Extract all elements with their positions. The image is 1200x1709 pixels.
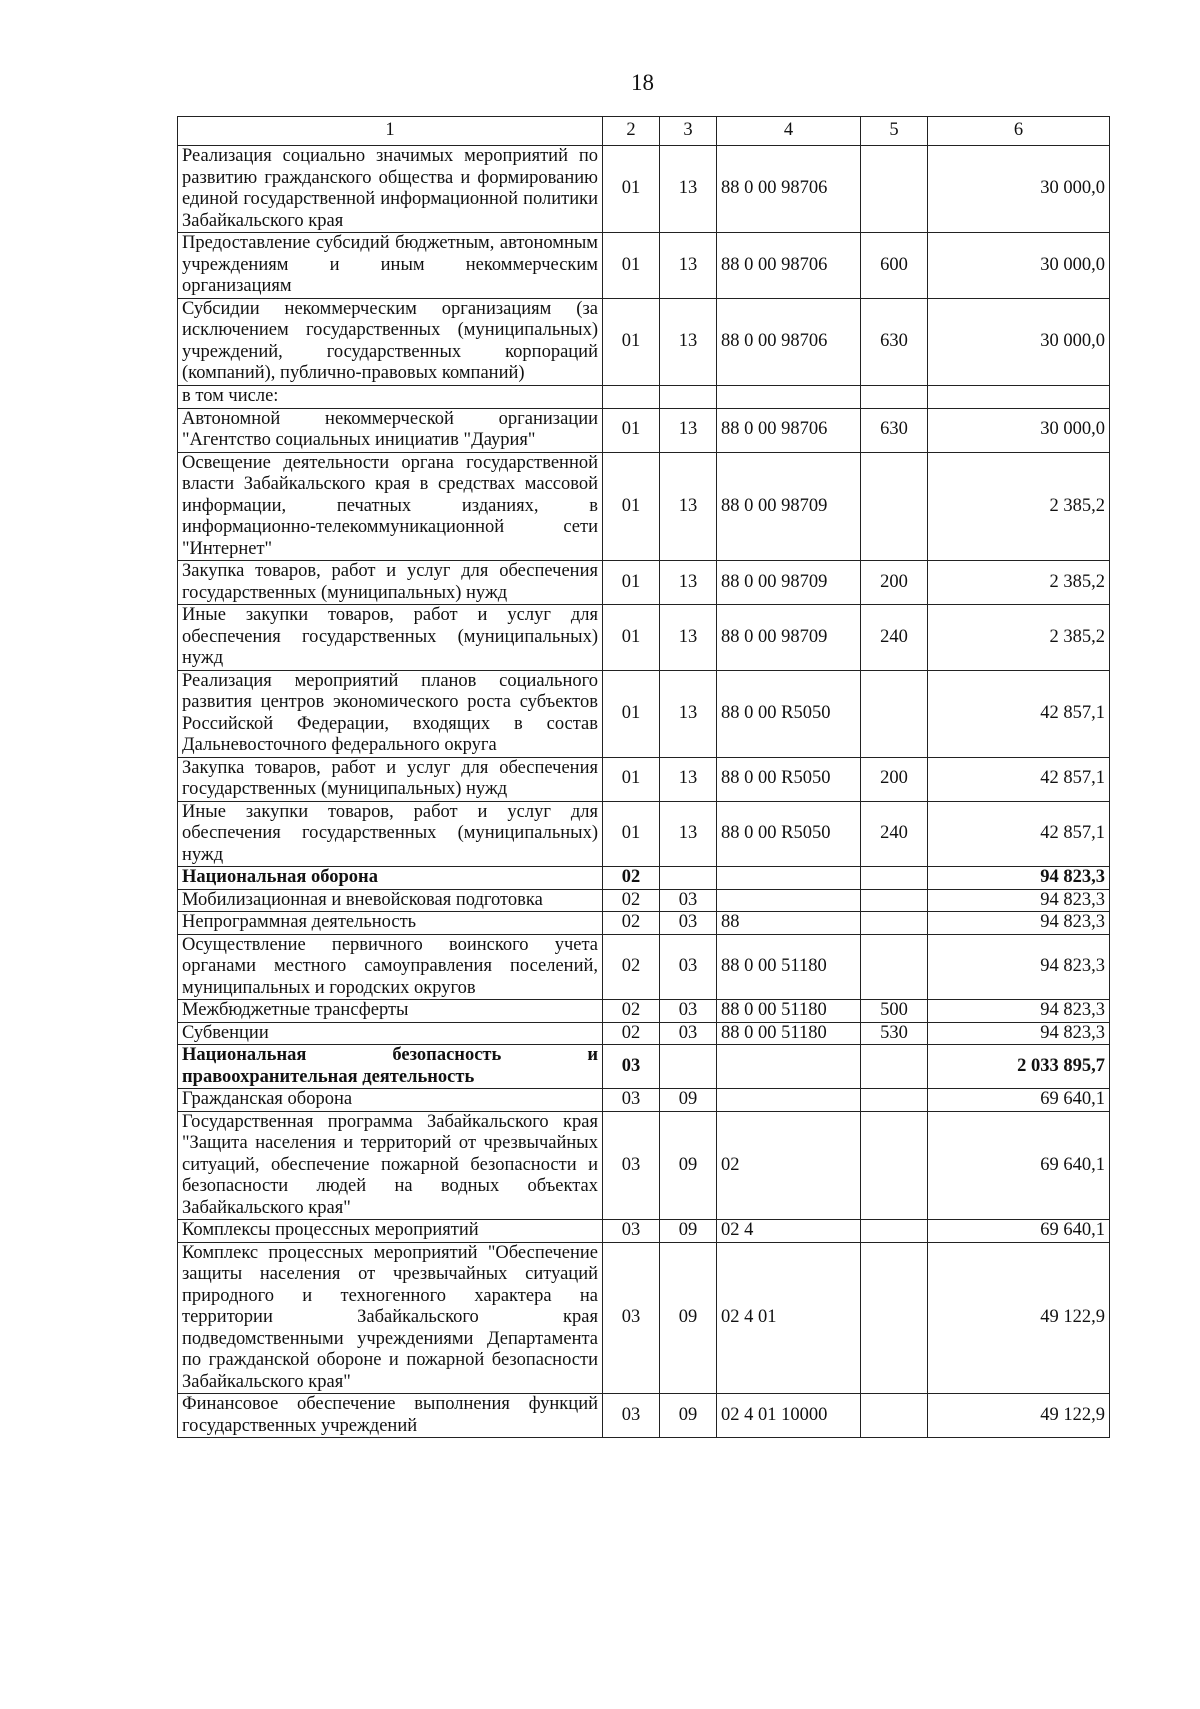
row-name-cell: Гражданская оборона [178, 1089, 603, 1112]
table-row [178, 1000, 1110, 1023]
row-target-article-cell: 88 0 00 51180 [717, 1000, 861, 1023]
row-target-article-cell: 02 4 01 10000 [717, 1394, 861, 1438]
row-target-article-cell: 88 0 00 51180 [717, 934, 861, 1000]
table-row [178, 1242, 1110, 1394]
row-expense-type-cell [861, 1220, 928, 1243]
column-header: 3 [660, 117, 717, 146]
row-name-cell: Национальная безопасность и правоохранительная деятельность [178, 1045, 603, 1089]
row-expense-type-cell [861, 1242, 928, 1394]
row-amount-cell: 30 000,0 [928, 298, 1110, 385]
row-target-article-cell: 02 4 01 [717, 1242, 861, 1394]
row-subsection-cell [660, 1045, 717, 1089]
row-expense-type-cell [861, 889, 928, 912]
row-target-article-cell: 88 0 00 51180 [717, 1022, 861, 1045]
table-row [178, 605, 1110, 671]
row-amount-cell [928, 385, 1110, 408]
row-amount-cell: 49 122,9 [928, 1394, 1110, 1438]
row-name-cell: Закупка товаров, работ и услуг для обеспечения государственных (муниципальных) нужд [178, 757, 603, 801]
row-amount-cell: 42 857,1 [928, 757, 1110, 801]
row-section-cell: 01 [603, 670, 660, 757]
row-amount-cell: 94 823,3 [928, 867, 1110, 890]
row-name-cell: Государственная программа Забайкальского края "Защита населения и территорий от чрезвычайных ситуаций, обеспечение пожарной безопасности и безопасности людей на водных объектах Забайкальского края" [178, 1111, 603, 1220]
row-name-cell: Комплексы процессных мероприятий [178, 1220, 603, 1243]
column-header: 4 [717, 117, 861, 146]
column-header: 2 [603, 117, 660, 146]
row-expense-type-cell [861, 1394, 928, 1438]
row-target-article-cell: 88 0 00 R5050 [717, 757, 861, 801]
row-section-cell: 03 [603, 1242, 660, 1394]
row-expense-type-cell: 530 [861, 1022, 928, 1045]
row-section-cell: 01 [603, 605, 660, 671]
row-subsection-cell: 13 [660, 757, 717, 801]
row-amount-cell: 94 823,3 [928, 1000, 1110, 1023]
table-row [178, 1111, 1110, 1220]
table-row [178, 1045, 1110, 1089]
row-amount-cell: 69 640,1 [928, 1111, 1110, 1220]
row-amount-cell: 49 122,9 [928, 1242, 1110, 1394]
row-name-cell: Иные закупки товаров, работ и услуг для обеспечения государственных (муниципальных) нужд [178, 801, 603, 867]
row-section-cell: 02 [603, 1022, 660, 1045]
budget-table [177, 116, 1110, 1438]
row-amount-cell: 69 640,1 [928, 1220, 1110, 1243]
row-section-cell [603, 385, 660, 408]
row-amount-cell: 94 823,3 [928, 1022, 1110, 1045]
row-amount-cell: 30 000,0 [928, 408, 1110, 452]
row-subsection-cell: 13 [660, 670, 717, 757]
table-row [178, 146, 1110, 233]
table-row [178, 1089, 1110, 1112]
row-subsection-cell: 03 [660, 912, 717, 935]
row-target-article-cell: 88 0 00 98706 [717, 298, 861, 385]
row-name-cell: Мобилизационная и вневойсковая подготовка [178, 889, 603, 912]
row-amount-cell: 30 000,0 [928, 233, 1110, 299]
row-section-cell: 03 [603, 1089, 660, 1112]
row-subsection-cell: 13 [660, 561, 717, 605]
row-expense-type-cell [861, 912, 928, 935]
row-name-cell: Непрограммная деятельность [178, 912, 603, 935]
row-amount-cell: 30 000,0 [928, 146, 1110, 233]
table-row [178, 670, 1110, 757]
row-expense-type-cell: 240 [861, 801, 928, 867]
row-subsection-cell: 13 [660, 408, 717, 452]
row-subsection-cell: 13 [660, 146, 717, 233]
row-amount-cell: 2 385,2 [928, 605, 1110, 671]
row-subsection-cell: 13 [660, 298, 717, 385]
row-target-article-cell: 88 0 00 98706 [717, 146, 861, 233]
row-subsection-cell: 13 [660, 605, 717, 671]
row-expense-type-cell [861, 1111, 928, 1220]
row-name-cell: Предоставление субсидий бюджетным, автономным учреждениям и иным некоммерческим организациям [178, 233, 603, 299]
column-header: 5 [861, 117, 928, 146]
row-target-article-cell [717, 385, 861, 408]
table-row [178, 912, 1110, 935]
row-section-cell: 01 [603, 452, 660, 561]
row-expense-type-cell [861, 452, 928, 561]
row-section-cell: 01 [603, 298, 660, 385]
row-name-cell: Автономной некоммерческой организации "Агентство социальных инициатив "Даурия" [178, 408, 603, 452]
row-section-cell: 03 [603, 1111, 660, 1220]
row-expense-type-cell [861, 934, 928, 1000]
row-target-article-cell: 88 0 00 98706 [717, 233, 861, 299]
row-target-article-cell [717, 1045, 861, 1089]
table-row [178, 889, 1110, 912]
row-expense-type-cell [861, 670, 928, 757]
table-row [178, 1022, 1110, 1045]
row-section-cell: 01 [603, 561, 660, 605]
table-header-row [178, 117, 1110, 146]
row-target-article-cell: 88 0 00 98706 [717, 408, 861, 452]
row-target-article-cell: 02 [717, 1111, 861, 1220]
row-section-cell: 02 [603, 1000, 660, 1023]
row-expense-type-cell [861, 146, 928, 233]
row-section-cell: 02 [603, 934, 660, 1000]
row-target-article-cell [717, 889, 861, 912]
row-name-cell: Реализация социально значимых мероприятий по развитию гражданского общества и формированию единой государственной информационной политики Забайкальского края [178, 146, 603, 233]
row-subsection-cell: 13 [660, 801, 717, 867]
row-expense-type-cell: 600 [861, 233, 928, 299]
row-expense-type-cell [861, 1089, 928, 1112]
row-name-cell: Национальная оборона [178, 867, 603, 890]
row-expense-type-cell [861, 385, 928, 408]
row-target-article-cell: 88 0 00 98709 [717, 452, 861, 561]
row-amount-cell: 94 823,3 [928, 934, 1110, 1000]
row-target-article-cell: 88 0 00 98709 [717, 561, 861, 605]
row-section-cell: 01 [603, 408, 660, 452]
row-section-cell: 03 [603, 1220, 660, 1243]
table-body [178, 117, 1110, 1438]
table-row [178, 934, 1110, 1000]
table-row [178, 233, 1110, 299]
row-section-cell: 01 [603, 801, 660, 867]
table-row [178, 561, 1110, 605]
table-row [178, 408, 1110, 452]
row-target-article-cell: 88 0 00 R5050 [717, 670, 861, 757]
table-row [178, 1220, 1110, 1243]
row-section-cell: 01 [603, 233, 660, 299]
row-name-cell: Субсидии некоммерческим организациям (за исключением государственных (муниципальных) учреждений, государственных корпораций (компаний), публично-правовых компаний) [178, 298, 603, 385]
row-target-article-cell [717, 1089, 861, 1112]
row-section-cell: 02 [603, 889, 660, 912]
row-section-cell: 02 [603, 867, 660, 890]
row-target-article-cell: 02 4 [717, 1220, 861, 1243]
row-subsection-cell: 13 [660, 452, 717, 561]
row-name-cell: в том числе: [178, 385, 603, 408]
row-name-cell: Осуществление первичного воинского учета органами местного самоуправления поселений, муниципальных и городских округов [178, 934, 603, 1000]
row-expense-type-cell: 500 [861, 1000, 928, 1023]
row-section-cell: 01 [603, 146, 660, 233]
row-target-article-cell: 88 0 00 98709 [717, 605, 861, 671]
row-amount-cell: 94 823,3 [928, 912, 1110, 935]
row-amount-cell: 94 823,3 [928, 889, 1110, 912]
row-name-cell: Иные закупки товаров, работ и услуг для обеспечения государственных (муниципальных) нужд [178, 605, 603, 671]
row-section-cell: 03 [603, 1394, 660, 1438]
row-name-cell: Освещение деятельности органа государственной власти Забайкальского края в средствах массовой информации, печатных изданиях, в информационно-телекоммуникационной сети "Интернет" [178, 452, 603, 561]
row-subsection-cell: 09 [660, 1111, 717, 1220]
row-name-cell: Комплекс процессных мероприятий "Обеспечение защиты населения от чрезвычайных ситуаций природного и техногенного характера на территории Забайкальского края подведомственными учреждениями Департамента по гражданской обороне и пожарной безопасности Забайкальского края" [178, 1242, 603, 1394]
row-amount-cell: 2 033 895,7 [928, 1045, 1110, 1089]
row-subsection-cell: 09 [660, 1242, 717, 1394]
row-expense-type-cell: 630 [861, 408, 928, 452]
row-name-cell: Закупка товаров, работ и услуг для обеспечения государственных (муниципальных) нужд [178, 561, 603, 605]
row-target-article-cell: 88 [717, 912, 861, 935]
row-name-cell: Реализация мероприятий планов социального развития центров экономического роста субъектов Российской Федерации, входящих в состав Дальневосточного федерального округа [178, 670, 603, 757]
row-subsection-cell: 09 [660, 1220, 717, 1243]
row-target-article-cell: 88 0 00 R5050 [717, 801, 861, 867]
row-subsection-cell: 09 [660, 1089, 717, 1112]
row-name-cell: Межбюджетные трансферты [178, 1000, 603, 1023]
table-row [178, 452, 1110, 561]
row-section-cell: 02 [603, 912, 660, 935]
row-amount-cell: 69 640,1 [928, 1089, 1110, 1112]
row-subsection-cell: 03 [660, 1000, 717, 1023]
row-subsection-cell: 03 [660, 889, 717, 912]
row-expense-type-cell [861, 867, 928, 890]
column-header: 1 [178, 117, 603, 146]
row-expense-type-cell: 240 [861, 605, 928, 671]
table-row [178, 1394, 1110, 1438]
row-name-cell: Финансовое обеспечение выполнения функций государственных учреждений [178, 1394, 603, 1438]
page-number: 18 [631, 70, 654, 95]
row-subsection-cell [660, 385, 717, 408]
column-header: 6 [928, 117, 1110, 146]
row-amount-cell: 42 857,1 [928, 801, 1110, 867]
row-subsection-cell: 03 [660, 934, 717, 1000]
table-row [178, 757, 1110, 801]
table-row [178, 385, 1110, 408]
row-amount-cell: 42 857,1 [928, 670, 1110, 757]
table-row [178, 801, 1110, 867]
row-name-cell: Субвенции [178, 1022, 603, 1045]
row-expense-type-cell: 200 [861, 561, 928, 605]
row-amount-cell: 2 385,2 [928, 561, 1110, 605]
row-target-article-cell [717, 867, 861, 890]
table-row [178, 298, 1110, 385]
row-expense-type-cell: 630 [861, 298, 928, 385]
row-subsection-cell: 13 [660, 233, 717, 299]
row-subsection-cell: 09 [660, 1394, 717, 1438]
table-row [178, 867, 1110, 890]
row-subsection-cell [660, 867, 717, 890]
row-section-cell: 01 [603, 757, 660, 801]
row-expense-type-cell [861, 1045, 928, 1089]
row-amount-cell: 2 385,2 [928, 452, 1110, 561]
row-subsection-cell: 03 [660, 1022, 717, 1045]
row-section-cell: 03 [603, 1045, 660, 1089]
row-expense-type-cell: 200 [861, 757, 928, 801]
